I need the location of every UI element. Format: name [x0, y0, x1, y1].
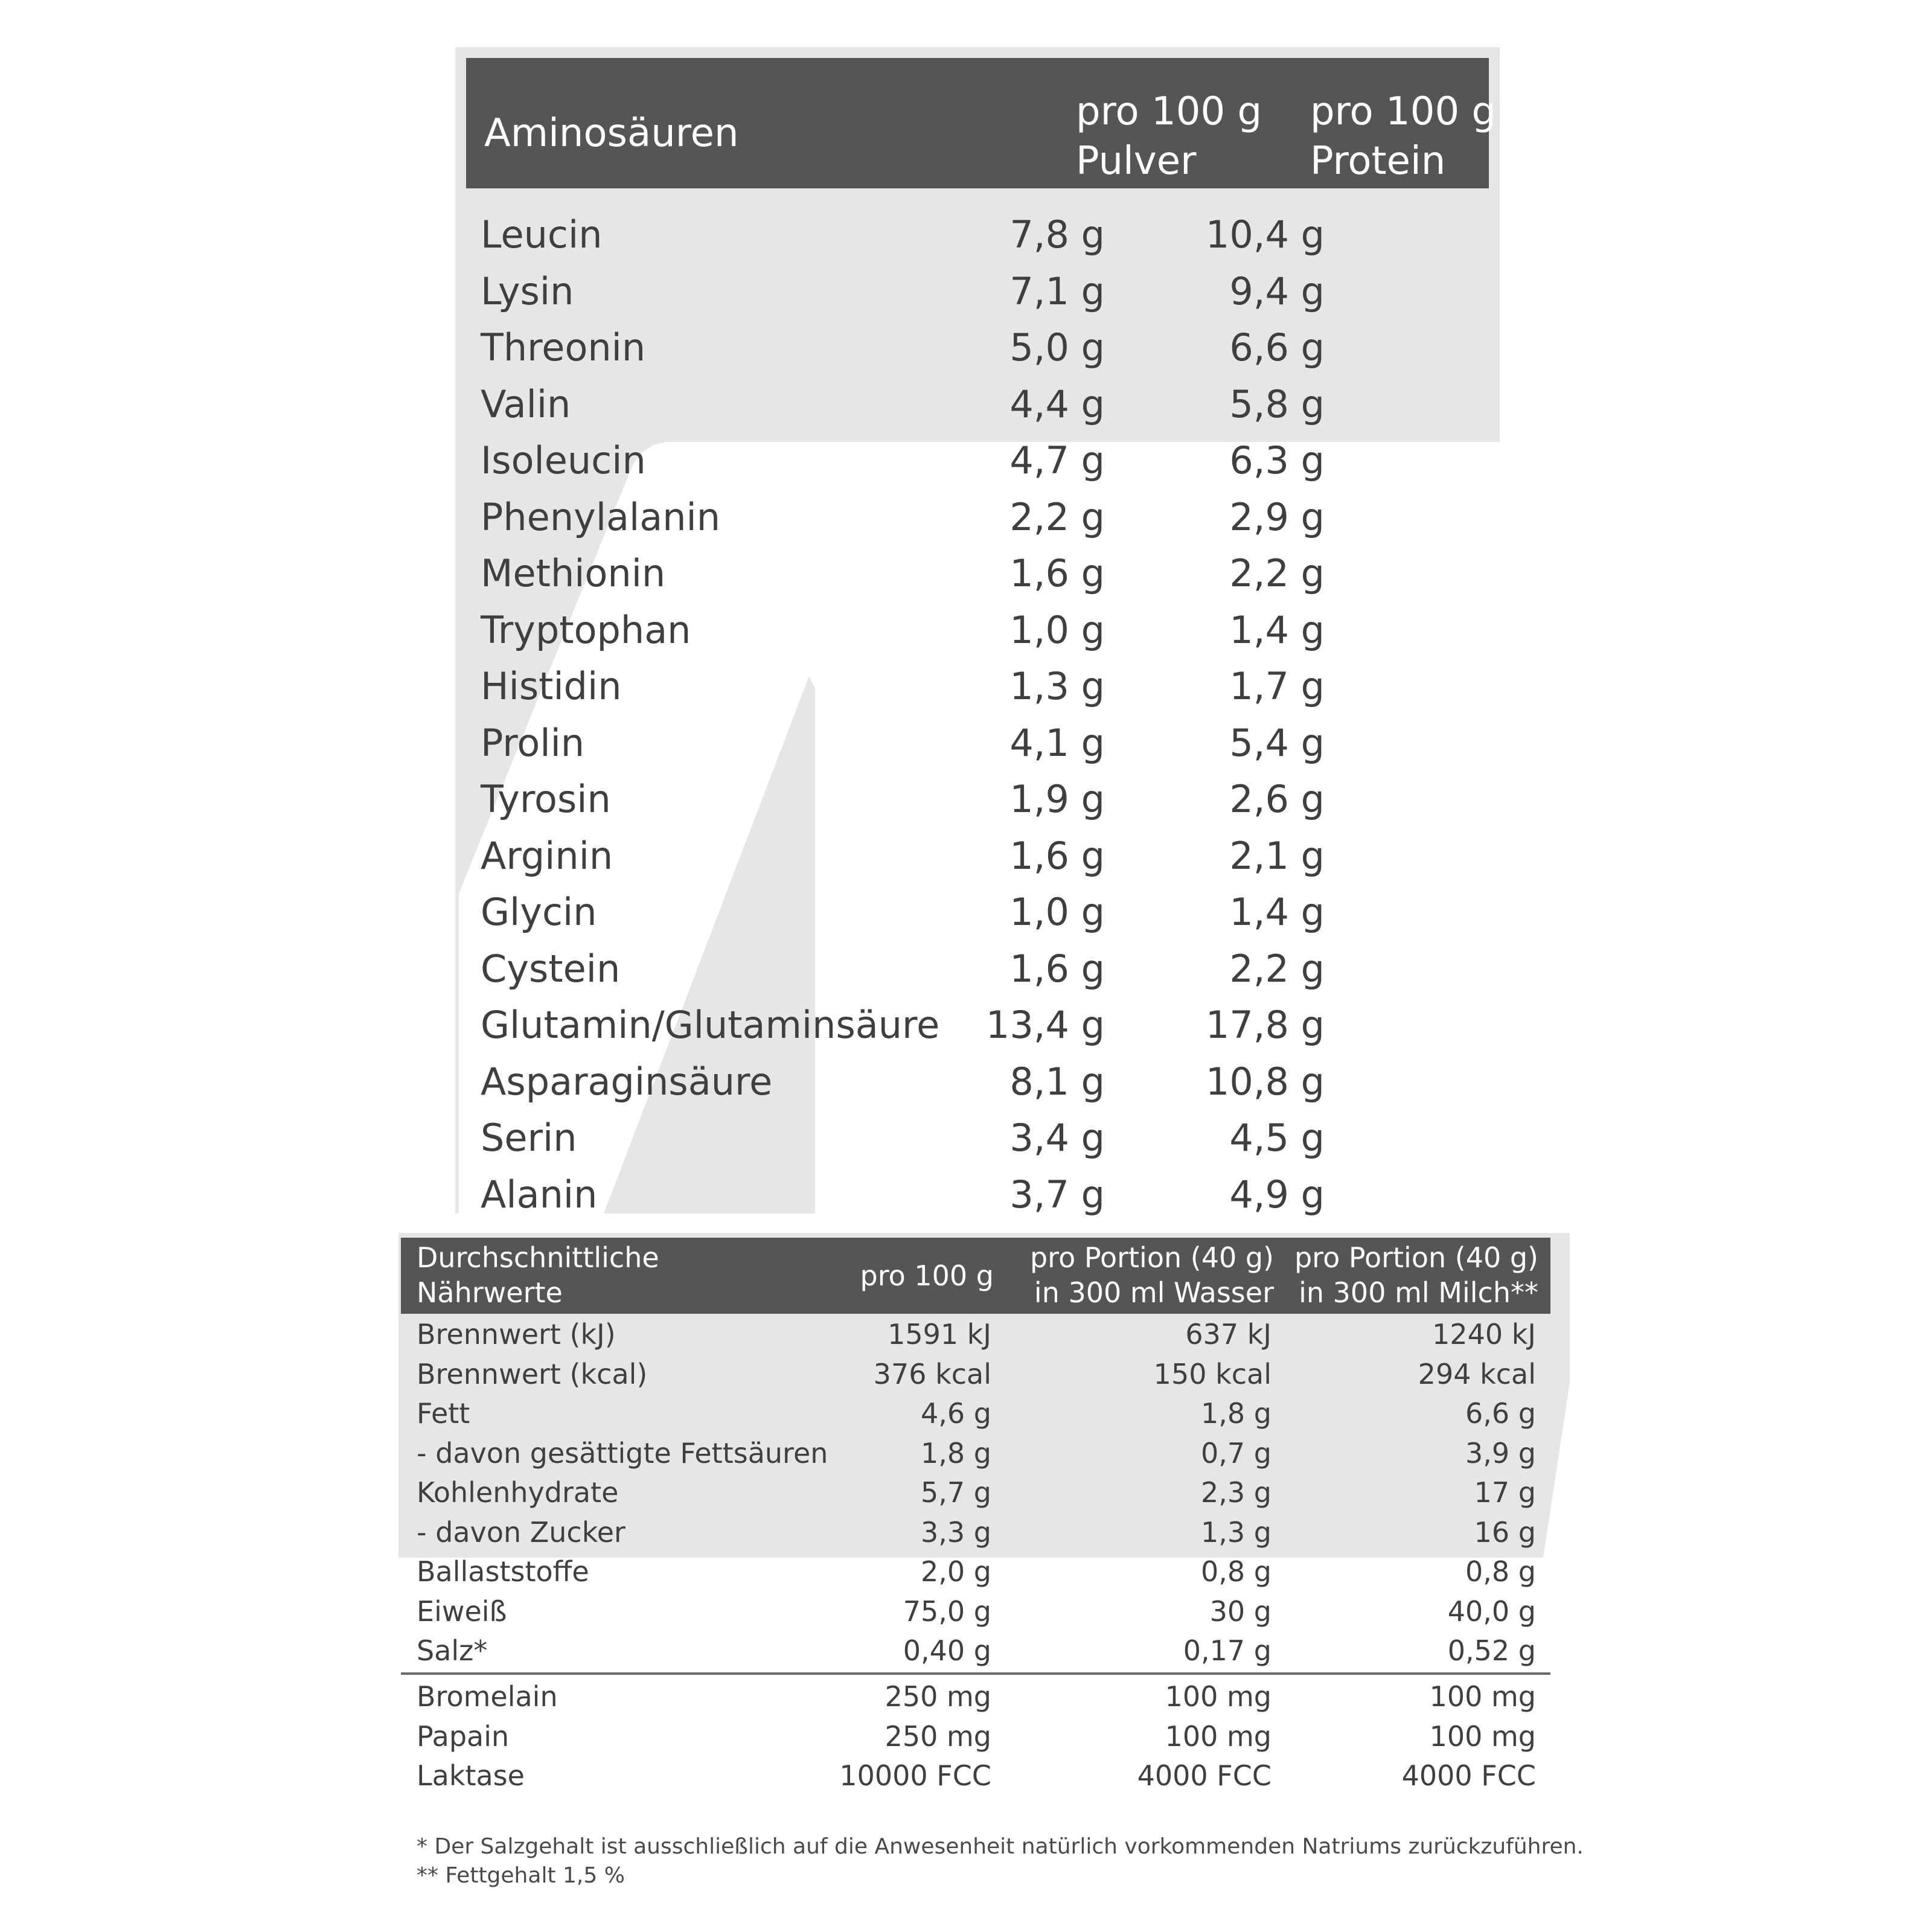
nutrient-name: - davon Zucker: [417, 1515, 625, 1549]
amino-name: Tryptophan: [481, 607, 691, 652]
per100-value: 3,3 g: [921, 1515, 991, 1549]
amino-name: Leucin: [481, 213, 603, 257]
amino-protein-value: 6,6 g: [1229, 325, 1325, 369]
milk-value: 294 kcal: [1418, 1357, 1536, 1390]
water-value: 0,8 g: [1201, 1555, 1271, 1588]
per100-value: 376 kcal: [873, 1357, 991, 1390]
amino-name: Prolin: [481, 720, 585, 765]
nutrient-name: Kohlenhydrate: [417, 1476, 619, 1509]
per100-value: 4,6 g: [921, 1397, 991, 1430]
amino-protein-value: 6,3 g: [1229, 438, 1325, 482]
amino-pulver-value: 7,8 g: [1009, 213, 1105, 257]
amino-name: Valin: [481, 382, 571, 426]
table-row: [455, 834, 1489, 891]
table-row: [398, 1677, 1550, 1717]
amino-header-pulver: pro 100 g Pulver: [1076, 89, 1262, 184]
table-row: [398, 1394, 1550, 1434]
amino-name: Glutamin/Glutaminsäure: [481, 1003, 940, 1047]
water-value: 30 g: [1209, 1595, 1271, 1628]
table-row: [455, 1172, 1489, 1229]
table-divider: [401, 1672, 1550, 1675]
amino-pulver-value: 2,2 g: [1009, 494, 1105, 539]
amino-protein-value: 9,4 g: [1229, 269, 1325, 313]
milk-value: 100 mg: [1429, 1680, 1536, 1713]
amino-pulver-value: 5,0 g: [1009, 325, 1105, 369]
amino-name: Serin: [481, 1116, 577, 1160]
amino-name: Threonin: [481, 325, 646, 369]
footnote-fat: ** Fettgehalt 1,5 %: [417, 1863, 625, 1888]
nutrient-name: Brennwert (kJ): [417, 1318, 616, 1351]
table-row: [455, 947, 1489, 1003]
milk-value: 0,52 g: [1447, 1634, 1536, 1667]
nutrient-name: Fett: [417, 1397, 470, 1430]
milk-value: 0,8 g: [1465, 1555, 1536, 1588]
enzyme-name: Papain: [417, 1719, 510, 1753]
nutrition-table-header: [401, 1238, 1550, 1314]
nutrition-table-body: [398, 1315, 1550, 1671]
milk-value: 1240 kJ: [1432, 1318, 1536, 1351]
amino-table-header: [466, 58, 1497, 188]
per100-value: 0,40 g: [903, 1634, 991, 1667]
amino-name: Phenylalanin: [481, 494, 721, 539]
table-row: [398, 1552, 1550, 1592]
milk-value: 3,9 g: [1465, 1436, 1536, 1470]
table-row: [455, 495, 1489, 552]
amino-protein-value: 4,9 g: [1229, 1172, 1325, 1217]
table-row: [455, 1003, 1489, 1060]
amino-protein-value: 10,4 g: [1205, 213, 1325, 257]
table-row: [398, 1592, 1550, 1632]
per100-value: 5,7 g: [921, 1476, 991, 1509]
nutrient-name: Eiweiß: [417, 1595, 507, 1628]
water-value: 0,7 g: [1201, 1436, 1271, 1470]
nutrition-header-per100: pro 100 g: [860, 1259, 994, 1292]
amino-protein-value: 2,2 g: [1229, 551, 1325, 595]
per100-value: 10000 FCC: [839, 1759, 991, 1792]
amino-name: Tyrosin: [481, 777, 611, 821]
amino-pulver-value: 3,7 g: [1009, 1172, 1105, 1217]
amino-pulver-value: 8,1 g: [1009, 1059, 1105, 1104]
amino-pulver-value: 7,1 g: [1009, 269, 1105, 313]
nutrient-name: Ballaststoffe: [417, 1555, 589, 1588]
amino-protein-value: 10,8 g: [1205, 1059, 1325, 1104]
amino-protein-value: 2,1 g: [1229, 833, 1325, 878]
per100-value: 1591 kJ: [888, 1318, 991, 1351]
water-value: 0,17 g: [1183, 1634, 1271, 1667]
amino-name: Methionin: [481, 551, 666, 595]
amino-pulver-value: 4,7 g: [1009, 438, 1105, 482]
amino-name: Alanin: [481, 1172, 598, 1217]
amino-name: Histidin: [481, 664, 622, 708]
table-row: [398, 1434, 1550, 1474]
table-row: [398, 1315, 1550, 1355]
milk-value: 17 g: [1474, 1476, 1536, 1509]
amino-pulver-value: 1,0 g: [1009, 607, 1105, 652]
water-value: 1,3 g: [1201, 1515, 1271, 1549]
table-row: [455, 213, 1489, 269]
table-row: [398, 1355, 1550, 1395]
amino-name: Cystein: [481, 946, 621, 991]
per100-value: 2,0 g: [921, 1555, 991, 1588]
amino-name: Asparaginsäure: [481, 1059, 773, 1104]
table-row: [398, 1513, 1550, 1553]
table-row: [455, 325, 1489, 382]
footnote-salt: * Der Salzgehalt ist ausschließlich auf die Anwesenheit natürlich vorkommenden Natriums zurückzuführen.: [417, 1834, 1584, 1859]
table-row: [398, 1631, 1550, 1671]
table-row: [455, 438, 1489, 495]
amino-name: Arginin: [481, 833, 613, 878]
amino-protein-value: 4,5 g: [1229, 1116, 1325, 1160]
table-row: [455, 721, 1489, 778]
per100-value: 250 mg: [884, 1680, 991, 1713]
water-value: 637 kJ: [1185, 1318, 1271, 1351]
amino-pulver-value: 3,4 g: [1009, 1116, 1105, 1160]
milk-value: 6,6 g: [1465, 1397, 1536, 1430]
amino-protein-value: 2,2 g: [1229, 946, 1325, 991]
table-row: [455, 664, 1489, 721]
amino-pulver-value: 4,1 g: [1009, 720, 1105, 765]
table-row: [455, 608, 1489, 665]
amino-pulver-value: 4,4 g: [1009, 382, 1105, 426]
amino-protein-value: 2,9 g: [1229, 494, 1325, 539]
table-row: [455, 1116, 1489, 1172]
milk-value: 16 g: [1474, 1515, 1536, 1549]
amino-protein-value: 17,8 g: [1205, 1003, 1325, 1047]
enzyme-rows: [398, 1677, 1550, 1796]
amino-header-name: Aminosäuren: [484, 111, 739, 156]
nutrient-name: Brennwert (kcal): [417, 1357, 648, 1390]
amino-pulver-value: 1,9 g: [1009, 777, 1105, 821]
water-value: 2,3 g: [1201, 1476, 1271, 1509]
water-value: 1,8 g: [1201, 1397, 1271, 1430]
water-value: 150 kcal: [1153, 1357, 1271, 1390]
amino-pulver-value: 1,3 g: [1009, 664, 1105, 708]
amino-pulver-value: 1,6 g: [1009, 946, 1105, 991]
nutrient-name: Salz*: [417, 1634, 488, 1667]
table-row: [455, 777, 1489, 834]
per100-value: 1,8 g: [921, 1436, 991, 1470]
water-value: 100 mg: [1165, 1680, 1271, 1713]
amino-pulver-value: 1,6 g: [1009, 833, 1105, 878]
amino-protein-value: 2,6 g: [1229, 777, 1325, 821]
enzyme-name: Laktase: [417, 1759, 525, 1792]
table-row: [455, 890, 1489, 947]
amino-pulver-value: 13,4 g: [985, 1003, 1105, 1047]
milk-value: 4000 FCC: [1401, 1759, 1536, 1792]
amino-name: Lysin: [481, 269, 574, 313]
water-value: 4000 FCC: [1137, 1759, 1271, 1792]
enzyme-name: Bromelain: [417, 1680, 558, 1713]
amino-table-body: [455, 213, 1489, 1229]
amino-pulver-value: 1,0 g: [1009, 890, 1105, 934]
per100-value: 250 mg: [884, 1719, 991, 1753]
table-row: [455, 551, 1489, 608]
per100-value: 75,0 g: [903, 1595, 991, 1628]
amino-name: Glycin: [481, 890, 597, 934]
nutrient-name: - davon gesättigte Fettsäuren: [417, 1436, 828, 1470]
table-row: [455, 1060, 1489, 1116]
milk-value: 40,0 g: [1447, 1595, 1536, 1628]
amino-header-protein: pro 100 g Protein: [1310, 89, 1497, 184]
amino-protein-value: 1,4 g: [1229, 890, 1325, 934]
amino-protein-value: 1,7 g: [1229, 664, 1325, 708]
table-row: [398, 1756, 1550, 1796]
amino-protein-value: 1,4 g: [1229, 607, 1325, 652]
milk-value: 100 mg: [1429, 1719, 1536, 1753]
amino-pulver-value: 1,6 g: [1009, 551, 1105, 595]
table-row: [398, 1717, 1550, 1757]
table-row: [398, 1473, 1550, 1513]
nutrition-header-name: Durchschnittliche Nährwerte: [417, 1241, 659, 1309]
amino-protein-value: 5,8 g: [1229, 382, 1325, 426]
table-row: [455, 269, 1489, 326]
table-row: [455, 382, 1489, 439]
amino-name: Isoleucin: [481, 438, 646, 482]
amino-protein-value: 5,4 g: [1229, 720, 1325, 765]
water-value: 100 mg: [1165, 1719, 1271, 1753]
nutrition-header-milk: pro Portion (40 g) in 300 ml Milch**: [1294, 1241, 1538, 1309]
nutrition-header-water: pro Portion (40 g) in 300 ml Wasser: [1029, 1241, 1274, 1309]
